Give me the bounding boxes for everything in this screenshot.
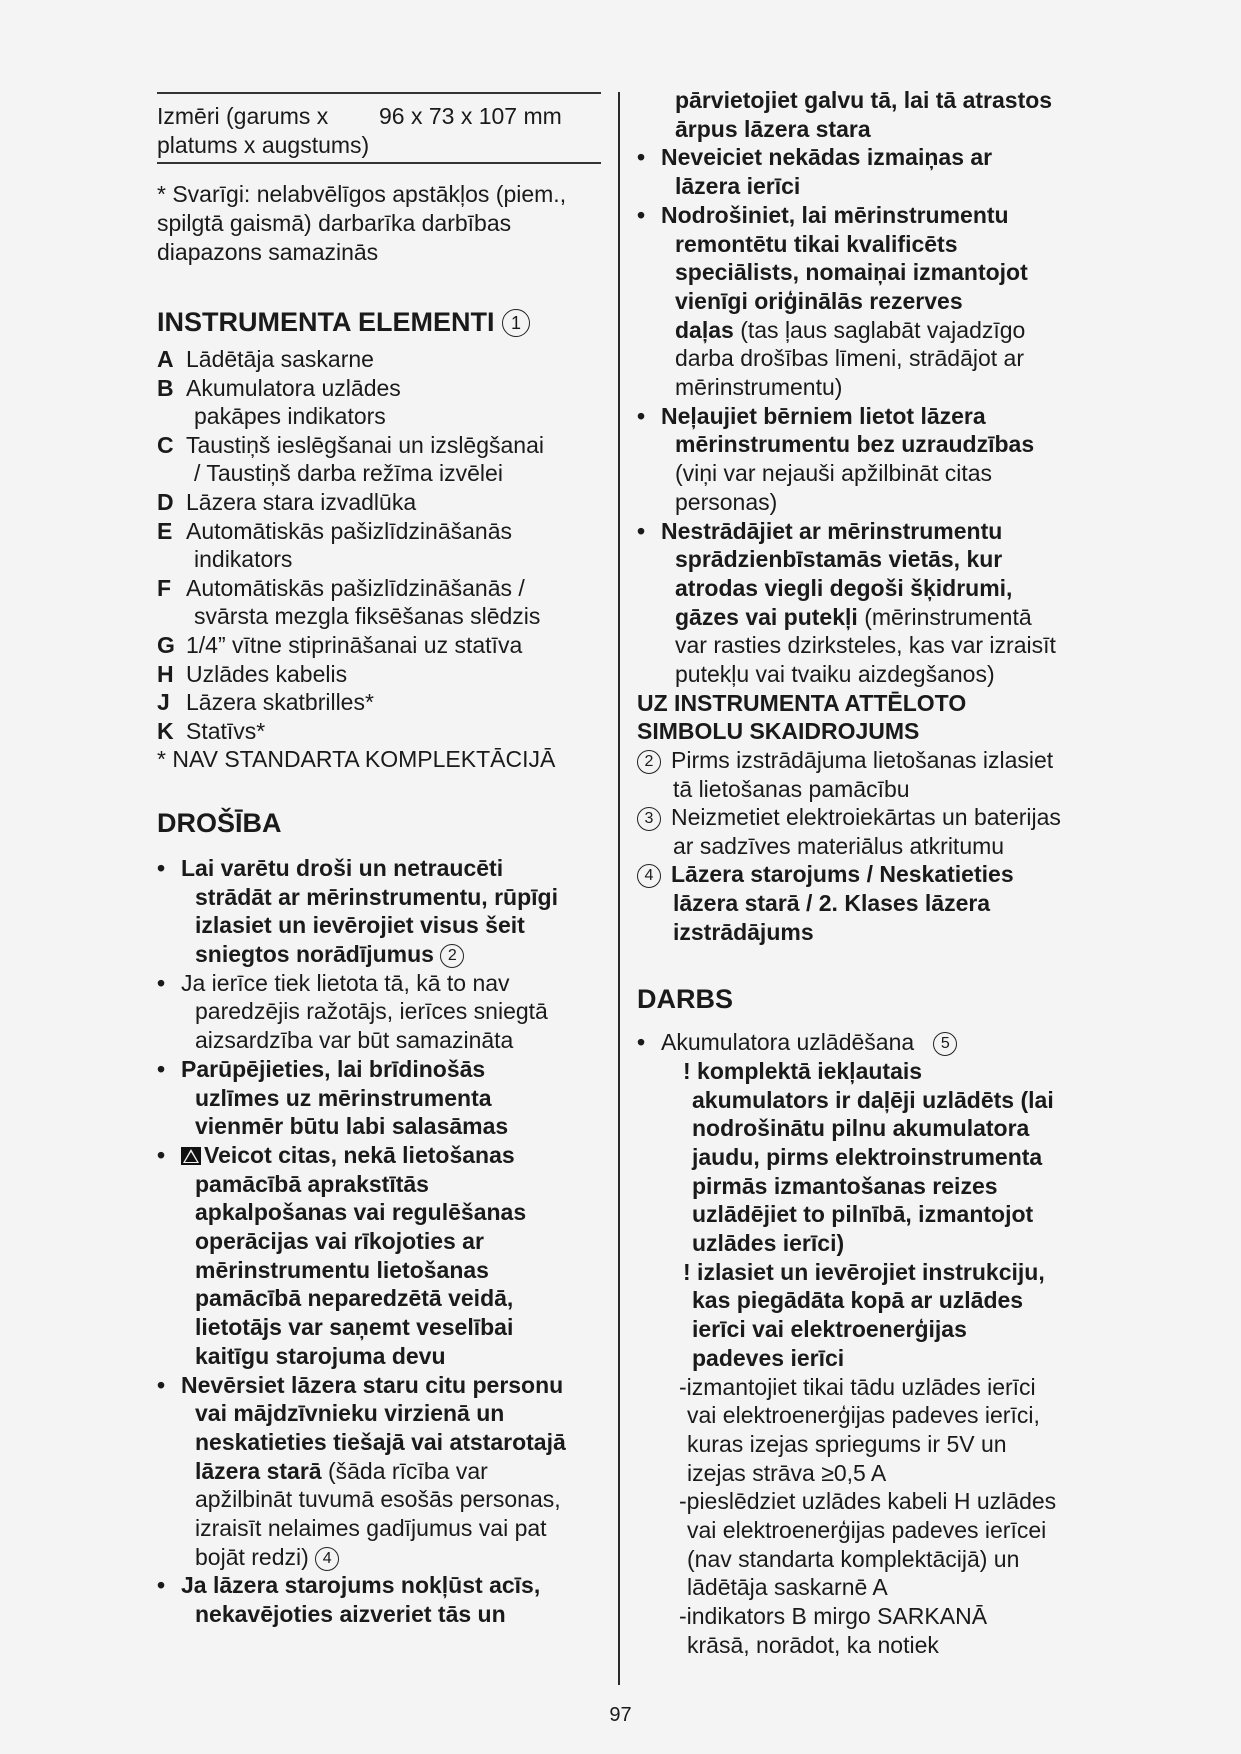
safety-text: mērinstrumentu) [675,374,843,401]
safety-item [637,143,1087,200]
note-text: jaudu, pirms elektroinstrumenta [692,1143,1043,1170]
safety-text: lāzera ierīci [675,173,801,200]
figure-ref-2: 2 [637,750,661,774]
safety-text: speciālists, nomaiņai izmantojot [675,259,1028,286]
charging-note [683,1057,1087,1258]
step-text: -pieslēdziet uzlādes kabeli H uzlādes [679,1488,1057,1515]
figure-ref-5: 5 [933,1032,957,1056]
safety-text: mērinstrumentu bez uzraudzības [675,431,1035,458]
symbol-item [637,803,1087,860]
safety-text: izlasiet un ievērojiet visus šeit [195,912,525,939]
part-text: Lāzera skatbrilles* [186,689,374,716]
safety-text: pamācībā aprakstītās [195,1170,429,1197]
safety-text: var rasties dzirksteles, kas var izraisīt [675,632,1056,659]
range-note [157,180,601,267]
work-heading: DARBS [637,984,734,1015]
symbol-text: tā lietošanas pamācību [673,775,910,802]
part-letter: F [157,574,172,601]
safety-text: Ja lāzera starojums nokļūst acīs, [181,1572,541,1599]
work-list [637,1028,1087,1057]
charging-step [679,1487,1087,1602]
safety-item [637,402,1087,517]
safety-text: atrodas viegli degoši šķidrumi, [675,574,1013,601]
work-text: Akumulatora uzlādēšana [661,1029,915,1056]
safety-text: Neļaujiet bērniem lietot lāzera [661,402,986,429]
part-text: pakāpes indikators [194,403,386,430]
safety-text: kaitīgu starojuma devu [195,1342,446,1369]
figure-ref-1: 1 [502,309,530,337]
safety-text: Lai varētu droši un netraucēti [181,854,504,881]
step-text: lādētāja saskarnē A [687,1574,888,1601]
safety-text: strādāt ar mērinstrumentu, rūpīgi [195,883,558,910]
safety-text: Parūpējieties, lai brīdinošās [181,1055,486,1082]
step-text: -indikators B mirgo SARKANĀ [679,1603,988,1630]
table-bottom-rule [157,162,601,164]
bullet-icon: • [157,969,166,996]
safety-item [157,1571,601,1628]
safety-text: neskatieties tiešajā vai atstarotajā [195,1428,566,1455]
symbol-item [637,860,1087,946]
safety-text: vai mājdzīvnieku virzienā un [195,1400,505,1427]
part-item [157,631,601,660]
bullet-icon: • [157,854,166,881]
spec-value: 96 x 73 x 107 mm [379,103,562,129]
spec-key [157,102,379,160]
bullet-icon: • [637,1029,646,1056]
charging-step [679,1602,1087,1659]
safety-text: ārpus lāzera stara [675,115,871,142]
part-letter: E [157,517,173,544]
bullet-icon: • [157,1141,166,1168]
right-column [637,86,1087,1660]
safety-text: sniegtos norādījumus [195,941,434,968]
parts-footnote: * NAV STANDARTA KOMPLEKTĀCIJĀ [157,746,556,773]
part-letter: C [157,431,174,458]
safety-text: Nodrošiniet, lai mērinstrumentu [661,201,1009,228]
safety-text: Veicot citas, nekā lietošanas [204,1141,515,1168]
symbol-text: lāzera starā / 2. Klases lāzera [673,889,991,916]
step-text: izejas strāva ≥0,5 A [687,1459,887,1486]
safety-text: paredzējis ražotājs, ierīces sniegtā [195,998,548,1025]
left-column [157,92,601,1629]
note-text: ! izlasiet un ievērojiet instrukciju, [683,1258,1045,1285]
safety-text: daļas [675,316,734,343]
safety-text: bojāt redzi) [195,1543,309,1570]
safety-text: personas) [675,488,778,515]
part-item [157,517,601,574]
safety-item [637,201,1087,402]
safety-text: apkalpošanas vai regulēšanas [195,1199,527,1226]
part-text: Lāzera stara izvadlūka [186,488,417,515]
safety-text: Nestrādājiet ar mērinstrumentu [661,517,1003,544]
part-item [157,488,601,517]
safety-text: Ja ierīce tiek lietota tā, kā to nav [181,969,510,996]
safety-text: uzlīmes uz mērinstrumenta [195,1084,492,1111]
part-item [157,574,601,631]
note-line: diapazons samazinās [157,239,379,265]
symbols-heading-line: SIMBOLU SKAIDROJUMS [637,718,920,745]
step-text: vai elektroenerģijas padeves ierīcei [687,1517,1047,1544]
safety-item-continued [637,86,1087,143]
part-item [157,345,601,374]
figure-ref-4: 4 [637,864,661,888]
part-letter: B [157,374,174,401]
safety-text: Nevērsiet lāzera staru citu personu [181,1371,564,1398]
column-divider [618,92,620,1685]
safety-text: vienīgi oriģinālās rezerves [675,287,963,314]
charging-note [683,1258,1087,1373]
part-letter: G [157,631,175,658]
part-text: Lādētāja saskarne [186,346,374,372]
step-text: vai elektroenerģijas padeves ierīci, [687,1402,1040,1429]
parts-list [157,345,601,774]
page-number: 97 [609,1704,632,1726]
safety-text: (mērinstrumentā [857,603,1032,630]
safety-text: vienmēr būtu labi salasāmas [195,1113,509,1140]
symbols-heading-line: UZ INSTRUMENTA ATTĒLOTO [637,689,967,716]
note-line: spilgtā gaismā) darbarīka darbības [157,210,512,236]
symbol-item [637,746,1087,803]
charging-step [679,1373,1087,1488]
elements-heading [157,305,601,339]
symbols-heading [637,689,1087,746]
part-letter: K [157,717,174,744]
bullet-icon: • [157,1055,166,1082]
safety-text: sprādzienbīstamās vietās, kur [675,546,1003,573]
safety-item [157,1055,601,1141]
safety-text: (viņi var nejauši apžilbināt citas [675,460,993,487]
symbol-text: izstrādājums [673,918,814,945]
part-letter: A [157,346,174,372]
safety-text: putekļu vai tvaiku aizdegšanos) [675,661,995,688]
safety-item [157,969,601,1055]
part-item [157,717,601,746]
safety-text: aizsardzība var būt samazināta [195,1027,514,1054]
bullet-icon: • [637,517,646,544]
part-text: Akumulatora uzlādes [186,374,401,401]
part-item [157,374,601,431]
symbol-text: Lāzera starojums / Neskatieties [671,861,1014,888]
safety-item [157,1141,601,1371]
part-text: svārsta mezgla fiksēšanas slēdzis [194,603,541,630]
safety-list-continued [637,86,1087,689]
note-text: ! komplektā iekļautais [683,1057,923,1084]
safety-text: nekavējoties aizveriet tās un [195,1601,506,1628]
part-text: / Taustiņš darba režīma izvēlei [194,460,503,487]
elements-title: INSTRUMENTA ELEMENTI [157,307,495,337]
part-letter: J [157,689,170,716]
figure-ref-4: 4 [315,1547,339,1571]
safety-list [157,854,601,1629]
figure-ref-2: 2 [440,944,464,968]
part-text: Uzlādes kabelis [186,660,348,687]
safety-text: mērinstrumentu lietošanas [195,1256,489,1283]
safety-item [157,854,601,969]
note-text: ierīci vai elektroenerģijas [692,1316,967,1343]
part-item [157,660,601,689]
bullet-icon: • [637,144,646,171]
safety-text: lāzera starā [195,1457,322,1484]
symbol-text: ar sadzīves materiālus atkritumu [673,832,1005,859]
part-letter: D [157,488,174,515]
note-text: uzlādējiet to pilnībā, izmantojot [692,1201,1034,1228]
note-text: akumulators ir daļēji uzlādēts (lai [692,1086,1054,1113]
safety-text: (tas ļaus saglabāt vajadzīgo [733,316,1026,343]
note-text: uzlādes ierīci) [692,1230,845,1257]
spec-table [157,94,601,162]
safety-heading: DROŠĪBA [157,807,282,838]
part-item [157,688,601,717]
safety-item [157,1371,601,1572]
part-text: Statīvs* [186,717,266,744]
part-text: Automātiskās pašizlīdzināšanās [186,517,512,544]
part-text: indikators [194,546,293,573]
safety-text: pārvietojiet galvu tā, lai tā atrastos [675,87,1053,113]
note-text: nodrošinātu pilnu akumulatora [692,1115,1030,1142]
safety-text: darba drošības līmeni, strādājot ar [675,345,1025,372]
part-text: 1/4” vītne stiprināšanai uz statīva [186,631,523,658]
part-letter: H [157,660,174,687]
spec-key-line: Izmēri (garums x [157,103,329,129]
symbol-text: Neizmetiet elektroiekārtas un baterijas [671,804,1061,831]
bullet-icon: • [637,402,646,429]
safety-text: remontētu tikai kvalificēts [675,230,958,257]
safety-text: Neveiciet nekādas izmaiņas ar [661,144,993,171]
safety-text: (šāda rīcība var [321,1457,488,1484]
note-text: pirmās izmantošanas reizes [692,1172,998,1199]
charging-instructions [637,1057,1087,1660]
step-text: -izmantojiet tikai tādu uzlādes ierīci [679,1373,1036,1400]
part-text: Automātiskās pašizlīdzināšanās / [186,574,525,601]
step-text: kuras izejas spriegums ir 5V un [687,1430,1007,1457]
step-text: krāsā, norādot, ka notiek [687,1631,939,1658]
part-text: Taustiņš ieslēgšanai un izslēgšanai [186,431,544,458]
safety-item [637,517,1087,689]
step-text: (nav standarta komplektācijā) un [687,1545,1020,1572]
safety-text: lietotājs var saņemt veselībai [195,1314,514,1341]
note-line: * Svarīgi: nelabvēlīgos apstākļos (piem., [157,181,567,207]
safety-text: operācijas vai rīkojoties ar [195,1228,484,1255]
safety-text: gāzes vai putekļi [675,603,858,630]
note-text: padeves ierīci [692,1344,845,1371]
figure-ref-3: 3 [637,807,661,831]
safety-text: pamācībā neparedzētā veidā, [195,1285,514,1312]
laser-warning-icon [181,1147,201,1165]
note-text: kas piegādāta kopā ar uzlādes [692,1287,1024,1314]
symbol-text: Pirms izstrādājuma lietošanas izlasiet [671,746,1054,773]
work-item [637,1028,1087,1057]
safety-text: apžilbināt tuvumā esošās personas, [195,1486,561,1513]
bullet-icon: • [157,1371,166,1398]
part-item [157,431,601,488]
bullet-icon: • [637,201,646,228]
bullet-icon: • [157,1572,166,1599]
safety-text: izraisīt nelaimes gadījumus vai pat [195,1515,547,1542]
spec-key-line: platums x augstums) [157,132,370,158]
